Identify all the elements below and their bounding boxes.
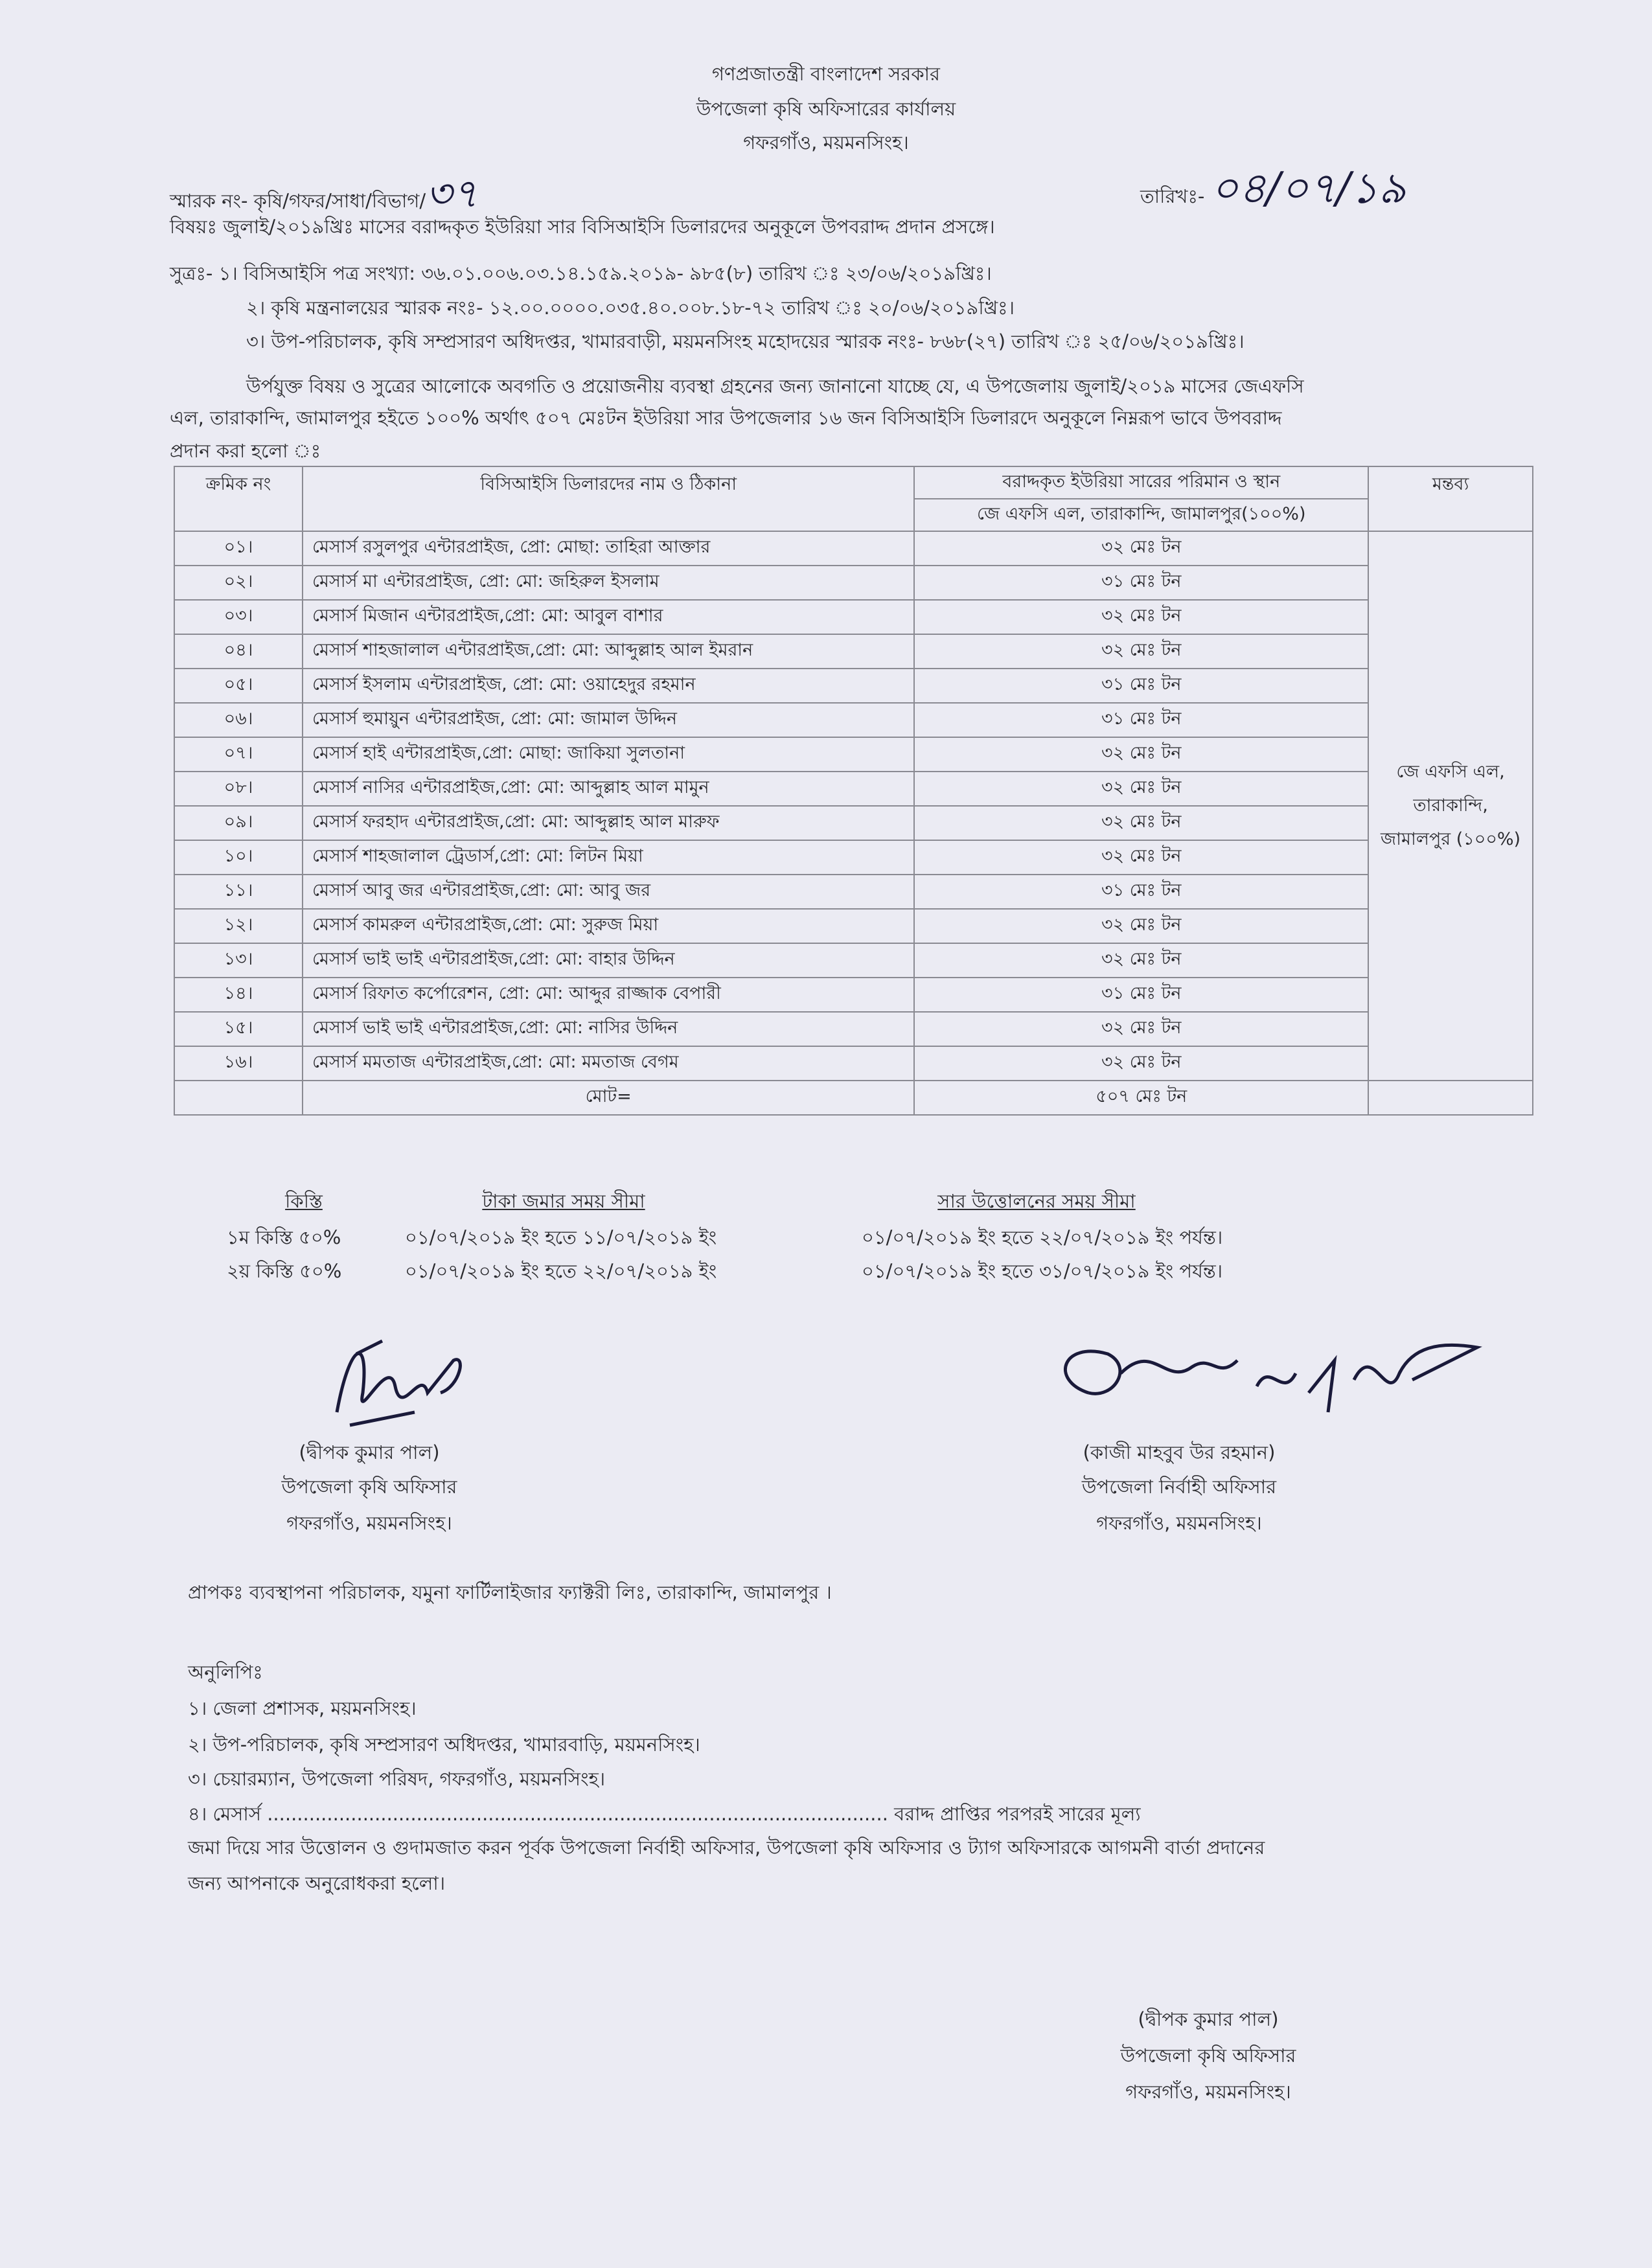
footer-sig-place: গফরগাঁও, ময়মনসিংহ।	[1125, 2081, 1291, 2103]
inst-2-deposit: ০১/০৭/২০১৯ ইং হতে ২২/০৭/২০১৯ ইং	[405, 1260, 717, 1282]
copies-label: অনুলিপিঃ	[188, 1661, 263, 1683]
row-dealer: মেসার্স মা এন্টারপ্রাইজ, প্রো: মো: জহিরুল ইসলাম	[303, 566, 914, 600]
col-remarks: মন্তব্য	[1368, 466, 1533, 531]
row-dealer: মেসার্স রসুলপুর এন্টারপ্রাইজ, প্রো: মোছা: তাহিরা আক্তার	[303, 531, 914, 566]
row-quantity: ৩২ মেঃ টন	[914, 1046, 1368, 1081]
inst-1-deposit: ০১/০৭/২০১৯ ইং হতে ১১/০৭/২০১৯ ইং	[405, 1226, 717, 1248]
date-line	[1140, 155, 1406, 227]
row-dealer: মেসার্স শাহজালাল এন্টারপ্রাইজ,প্রো: মো: আব্দুল্লাহ আল ইমরান	[303, 634, 914, 669]
row-serial: ১৫।	[174, 1012, 303, 1046]
row-serial: ০৯।	[174, 806, 303, 840]
recipient: প্রাপকঃ ব্যবস্থাপনা পরিচালক, যমুনা ফার্টিলাইজার ফ্যাক্টরী লিঃ, তারাকান্দি, জামালপুর ।	[188, 1581, 832, 1603]
row-quantity: ৩২ মেঃ টন	[914, 909, 1368, 943]
row-dealer: মেসার্স মিজান এন্টারপ্রাইজ,প্রো: মো: আবুল বাশার	[303, 600, 914, 634]
col-quantity-source: জে এফসি এল, তারাকান্দি, জামালপুর(১০০%)	[914, 499, 1368, 531]
right-sig-name: (কাজী মাহবুব উর রহমান)	[1083, 1441, 1276, 1463]
table-row	[174, 978, 1533, 1012]
footer-sig-name: (দ্বীপক কুমার পাল)	[1138, 2008, 1279, 2030]
right-sig-title: উপজেলা নির্বাহী অফিসার	[1081, 1476, 1277, 1498]
reference-2: ২। কৃষি মন্ত্রনালয়ের স্মারক নংঃ- ১২.০০.০০০০.০৩৫.৪০.০০৮.১৮-৭২ তারিখ ঃ ২০/০৬/২০১৯খ্রিঃ।	[246, 297, 1015, 319]
table-row	[174, 531, 1533, 566]
allocation-table	[174, 466, 1533, 1116]
row-dealer: মেসার্স ইসলাম এন্টারপ্রাইজ, প্রো: মো: ওয়াহেদুর রহমান	[303, 669, 914, 703]
row-serial: ০৪।	[174, 634, 303, 669]
row-dealer: মেসার্স ভাই ভাই এন্টারপ্রাইজ,প্রো: মো: বাহার উদ্দিন	[303, 943, 914, 978]
row-quantity: ৩২ মেঃ টন	[914, 737, 1368, 772]
copy-item-4	[188, 1800, 1141, 1831]
inst-header-kisti: কিস্তি	[285, 1190, 323, 1212]
row-dealer: মেসার্স হুমায়ুন এন্টারপ্রাইজ, প্রো: মো: জামাল উদ্দিন	[303, 703, 914, 737]
reference-1: সুত্রঃ- ১। বিসিআইসি পত্র সংখ্যা: ৩৬.০১.০০৬.০৩.১৪.১৫৯.২০১৯- ৯৮৫(৮) তারিখ ঃ ২৩/০৬/২০১৯খ্রিঃ।	[170, 262, 992, 284]
paragraph-line-3: প্রদান করা হলো ঃ	[170, 440, 321, 462]
row-quantity: ৩২ মেঃ টন	[914, 531, 1368, 566]
copy-item-4-line-3: জন্য আপনাকে অনুরোধকরা হলো।	[188, 1872, 446, 1894]
table-row	[174, 600, 1533, 634]
signature-left	[311, 1315, 479, 1445]
header-location: গফরগাঁও, ময়মনসিংহ।	[743, 132, 909, 154]
table-row	[174, 943, 1533, 978]
row-serial: ১০।	[174, 840, 303, 875]
row-dealer: মেসার্স রিফাত কর্পোরেশন, প্রো: মো: আব্দুর রাজ্জাক বেপারী	[303, 978, 914, 1012]
row-dealer: মেসার্স ভাই ভাই এন্টারপ্রাইজ,প্রো: মো: নাসির উদ্দিন	[303, 1012, 914, 1046]
col-serial: ক্রমিক নং	[174, 466, 303, 531]
row-quantity: ৩২ মেঃ টন	[914, 806, 1368, 840]
copy-item-2: ২। উপ-পরিচালক, কৃষি সম্প্রসারণ অধিদপ্তর, খামারবাড়ি, ময়মনসিংহ।	[188, 1734, 700, 1756]
row-serial: ০১।	[174, 531, 303, 566]
paragraph-line-1: উর্পযুক্ত বিষয় ও সুত্রের আলোকে অবগতি ও প্রয়োজনীয় ব্যবস্থা গ্রহনের জন্য জানানো যাচ্ছে যে, এ উপজেলায় জুলাই/২০১৯ মাসের জেএফসি	[246, 375, 1304, 397]
row-quantity: ৩১ মেঃ টন	[914, 875, 1368, 909]
copy-item-4-dots: ........................................................................................................	[267, 1803, 888, 1825]
row-dealer: মেসার্স কামরুল এন্টারপ্রাইজ,প্রো: মো: সুরুজ মিয়া	[303, 909, 914, 943]
memo-label: স্মারক নং- কৃষি/গফর/সাধা/বিভাগ/	[170, 190, 426, 212]
inst-1-lifting: ০১/০৭/২০১৯ ইং হতে ২২/০৭/২০১৯ ইং পর্যন্ত।	[862, 1226, 1223, 1248]
total-row	[174, 1081, 1533, 1115]
row-quantity: ৩২ মেঃ টন	[914, 600, 1368, 634]
paragraph-line-2: এল, তারাকান্দি, জামালপুর হইতে ১০০% অর্থাৎ ৫০৭ মেঃটন ইউরিয়া সার উপজেলার ১৬ জন বিসিআইসি ডিলারদে অনুকূলে নিম্নরূপ ভাবে উপবরাদ্দ	[170, 407, 1282, 429]
header-govt: গণপ্রজাতন্ত্রী বাংলাদেশ সরকার	[711, 63, 941, 85]
date-handwritten: ০৪/০৭/১৯	[1210, 163, 1406, 213]
left-sig-place: গফরগাঁও, ময়মনসিংহ।	[286, 1512, 452, 1534]
inst-2-lifting: ০১/০৭/২০১৯ ইং হতে ৩১/০৭/২০১৯ ইং পর্যন্ত।	[862, 1260, 1223, 1282]
row-dealer: মেসার্স আবু জর এন্টারপ্রাইজ,প্রো: মো: আবু জর	[303, 875, 914, 909]
row-quantity: ৩১ মেঃ টন	[914, 703, 1368, 737]
table-row	[174, 669, 1533, 703]
row-quantity: ৩১ মেঃ টন	[914, 978, 1368, 1012]
table-row	[174, 737, 1533, 772]
row-quantity: ৩১ মেঃ টন	[914, 566, 1368, 600]
row-quantity: ৩২ মেঃ টন	[914, 943, 1368, 978]
row-quantity: ৩২ মেঃ টন	[914, 634, 1368, 669]
row-dealer: মেসার্স হাই এন্টারপ্রাইজ,প্রো: মোছা: জাকিয়া সুলতানা	[303, 737, 914, 772]
signature-right	[1050, 1302, 1490, 1432]
row-dealer: মেসার্স ফরহাদ এন্টারপ্রাইজ,প্রো: মো: আব্দুল্লাহ আল মারুফ	[303, 806, 914, 840]
inst-2-kisti: ২য় কিস্তি ৫০%	[227, 1260, 342, 1282]
copy-item-1: ১। জেলা প্রশাসক, ময়মনসিংহ।	[188, 1697, 417, 1719]
total-value: ৫০৭ মেঃ টন	[914, 1081, 1368, 1115]
copy-item-4-line-2: জমা দিয়ে সার উত্তোলন ও গুদামজাত করন পূর্বক উপজেলা নির্বাহী অফিসার, উপজেলা কৃষি অফিসার ও ট্যাগ অফিসারকে আগমনী বার্তা প্রদানের	[188, 1837, 1265, 1859]
table-row	[174, 634, 1533, 669]
table-row	[174, 703, 1533, 737]
row-quantity: ৩২ মেঃ টন	[914, 840, 1368, 875]
copy-item-3: ৩। চেয়ারম্যান, উপজেলা পরিষদ, গফরগাঁও, ময়মনসিংহ।	[188, 1768, 606, 1790]
total-label: মোট=	[303, 1081, 914, 1115]
inst-header-lifting: সার উত্তোলনের সময় সীমা	[937, 1190, 1136, 1212]
table-row	[174, 806, 1533, 840]
row-serial: ১৪।	[174, 978, 303, 1012]
row-dealer: মেসার্স শাহজালাল ট্রেডার্স,প্রো: মো: লিটন মিয়া	[303, 840, 914, 875]
inst-header-deposit: টাকা জমার সময় সীমা	[482, 1190, 645, 1212]
date-label: তারিখঃ-	[1140, 185, 1205, 207]
table-row	[174, 875, 1533, 909]
row-serial: ১২।	[174, 909, 303, 943]
copy-item-4-suffix: বরাদ্দ প্রাপ্তির পরপরই সারের মূল্য	[888, 1803, 1141, 1825]
table-row	[174, 1046, 1533, 1081]
row-dealer: মেসার্স নাসির এন্টারপ্রাইজ,প্রো: মো: আব্দুল্লাহ আল মামুন	[303, 772, 914, 806]
row-serial: ০৩।	[174, 600, 303, 634]
row-quantity: ৩১ মেঃ টন	[914, 669, 1368, 703]
row-remarks: জে এফসি এল, তারাকান্দি, জামালপুর (১০০%)	[1368, 531, 1533, 1081]
row-serial: ১১।	[174, 875, 303, 909]
table-row	[174, 772, 1533, 806]
right-sig-place: গফরগাঁও, ময়মনসিংহ।	[1096, 1512, 1262, 1534]
left-sig-title: উপজেলা কৃষি অফিসার	[281, 1476, 457, 1498]
reference-3: ৩। উপ-পরিচালক, কৃষি সম্প্রসারণ অধিদপ্তর, খামারবাড়ী, ময়মনসিংহ মহোদয়ের স্মারক নংঃ- ৮৬৮(২৭) তারিখ ঃ ২৫/০৬/২০১৯খ্রিঃ।	[246, 330, 1245, 352]
col-quantity: বরাদ্দকৃত ইউরিয়া সারের পরিমান ও স্থান	[914, 466, 1368, 499]
footer-sig-title: উপজেলা কৃষি অফিসার	[1120, 2045, 1296, 2067]
row-quantity: ৩২ মেঃ টন	[914, 1012, 1368, 1046]
header-office: উপজেলা কৃষি অফিসারের কার্যালয়	[696, 98, 956, 120]
table-row	[174, 840, 1533, 875]
row-serial: ০২।	[174, 566, 303, 600]
row-serial: ১৬।	[174, 1046, 303, 1081]
subject: বিষয়ঃ জুলাই/২০১৯খ্রিঃ মাসের বরাদ্দকৃত ইউরিয়া সার বিসিআইসি ডিলারদের অনুকূলে উপবরাদ্দ প্রদান প্রসঙ্গে।	[170, 216, 995, 238]
copy-item-4-prefix: ৪। মেসার্স	[188, 1803, 268, 1825]
row-serial: ০৫।	[174, 669, 303, 703]
row-serial: ০৭।	[174, 737, 303, 772]
table-row	[174, 566, 1533, 600]
table-row	[174, 909, 1533, 943]
row-serial: ০৬।	[174, 703, 303, 737]
inst-1-kisti: ১ম কিস্তি ৫০%	[227, 1226, 341, 1248]
table-row	[174, 1012, 1533, 1046]
row-quantity: ৩২ মেঃ টন	[914, 772, 1368, 806]
memo-number-handwritten: ৩৭	[426, 170, 478, 217]
row-dealer: মেসার্স মমতাজ এন্টারপ্রাইজ,প্রো: মো: মমতাজ বেগম	[303, 1046, 914, 1081]
col-dealer: বিসিআইসি ডিলারদের নাম ও ঠিকানা	[303, 466, 914, 531]
left-sig-name: (দ্বীপক কুমার পাল)	[299, 1441, 440, 1463]
row-serial: ০৮।	[174, 772, 303, 806]
row-serial: ১৩।	[174, 943, 303, 978]
